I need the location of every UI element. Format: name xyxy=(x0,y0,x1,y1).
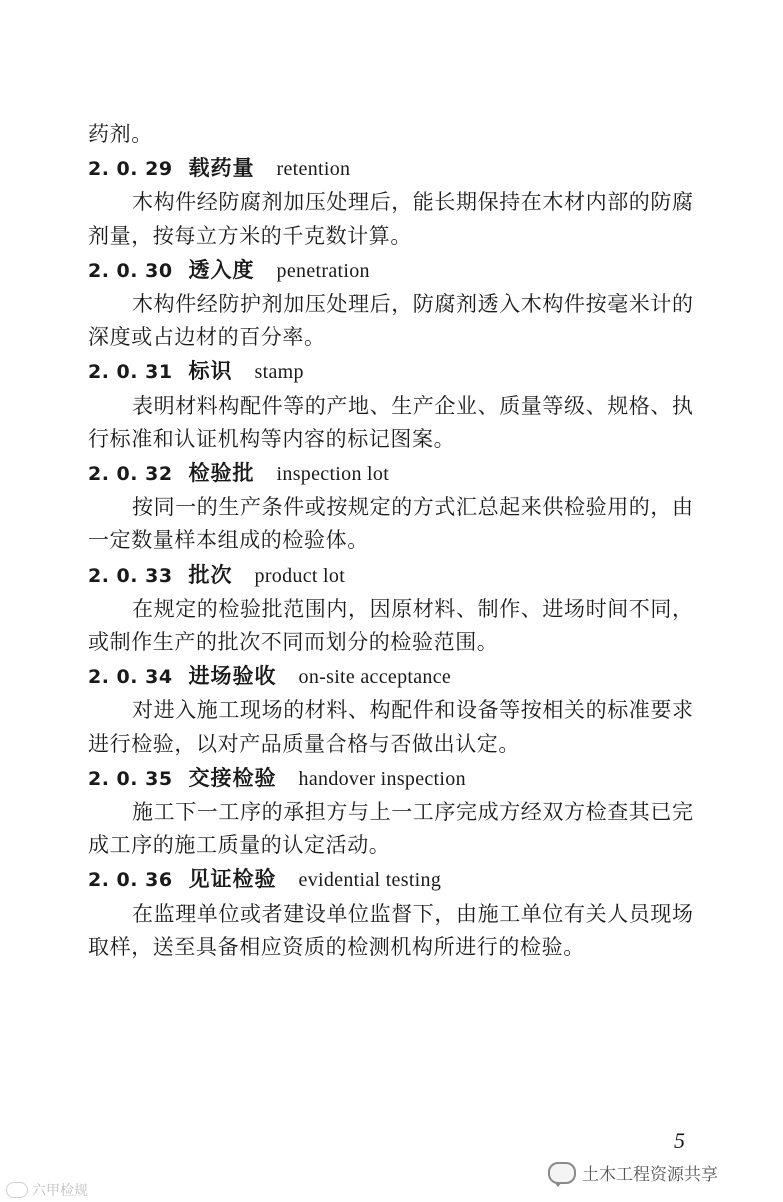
watermark-left xyxy=(6,1180,88,1200)
term-heading xyxy=(88,456,708,491)
watermark-right-text: 土木工程资源共享 xyxy=(582,1165,718,1185)
term-chinese: 标识 xyxy=(188,358,233,384)
term-number: 2. 0. 32 xyxy=(88,463,173,486)
term-number: 2. 0. 31 xyxy=(88,361,173,384)
definition-line: 取样，送至具备相应资质的检测机构所进行的检验。 xyxy=(88,934,585,959)
definition-line: 或制作生产的批次不同而划分的检验范围。 xyxy=(88,630,499,655)
term-chinese: 批次 xyxy=(188,561,233,587)
term-heading xyxy=(88,862,708,897)
definition-line: 行标准和认证机构等内容的标记图案。 xyxy=(88,426,456,451)
definition-line: 一定数量样本组成的检验体。 xyxy=(88,528,369,553)
term-number: 2. 0. 30 xyxy=(88,259,173,282)
term-number: 2. 0. 34 xyxy=(88,666,173,689)
definition-line: 在规定的检验批范围内，因原材料、制作、进场时间不同， xyxy=(132,596,694,621)
wechat-icon xyxy=(548,1162,576,1184)
term-english: on-site acceptance xyxy=(298,666,452,689)
term-heading xyxy=(88,659,708,694)
term-heading xyxy=(88,253,708,288)
definition-line: 成工序的施工质量的认定活动。 xyxy=(88,833,391,858)
term-entry-2-0-34 xyxy=(88,659,708,761)
term-heading xyxy=(88,558,708,593)
term-english: evidential testing xyxy=(298,869,442,892)
term-entry-2-0-36 xyxy=(88,862,708,964)
term-number: 2. 0. 36 xyxy=(88,869,173,892)
term-entry-2-0-31 xyxy=(88,354,708,456)
definition-line: 按同一的生产条件或按规定的方式汇总起来供检验用的，由 xyxy=(132,495,694,520)
continued-text: 药剂。 xyxy=(88,122,153,146)
term-number: 2. 0. 35 xyxy=(88,767,173,790)
term-entry-2-0-29 xyxy=(88,151,708,253)
definition-line: 施工下一工序的承担方与上一工序完成方经双方检查其已完 xyxy=(132,800,694,825)
document-body xyxy=(88,118,708,964)
watermark-left-text: 六甲检规 xyxy=(32,1183,88,1199)
term-chinese: 交接检验 xyxy=(188,764,277,790)
term-english: inspection lot xyxy=(276,463,390,486)
term-english: retention xyxy=(276,158,351,181)
term-chinese: 检验批 xyxy=(188,460,255,486)
term-chinese: 进场验收 xyxy=(188,663,277,689)
definition-line: 进行检验，以对产品质量合格与否做出认定。 xyxy=(88,731,520,756)
definition-line: 对进入施工现场的材料、构配件和设备等按相关的标准要求 xyxy=(132,698,694,723)
definition-line: 木构件经防护剂加压处理后，防腐剂透入木构件按毫米计的 xyxy=(132,292,694,317)
term-english: stamp xyxy=(254,361,304,384)
definition-line: 在监理单位或者建设单位监督下，由施工单位有关人员现场 xyxy=(132,901,694,926)
term-chinese: 透入度 xyxy=(188,256,255,282)
term-chinese: 见证检验 xyxy=(188,866,277,892)
term-english: product lot xyxy=(254,564,346,587)
definition-line: 木构件经防腐剂加压处理后，能长期保持在木材内部的防腐 xyxy=(132,190,694,215)
term-heading xyxy=(88,151,708,186)
definition-line: 深度或占边材的百分率。 xyxy=(88,325,326,350)
term-english: penetration xyxy=(276,259,370,282)
page-number: 5 xyxy=(674,1128,685,1153)
chat-bubble-icon xyxy=(6,1182,28,1198)
term-chinese: 载药量 xyxy=(188,155,255,181)
watermark-right xyxy=(548,1160,718,1185)
term-heading xyxy=(88,761,708,796)
term-entry-2-0-33 xyxy=(88,558,708,660)
term-entry-2-0-32 xyxy=(88,456,708,558)
definition-line: 表明材料构配件等的产地、生产企业、质量等级、规格、执 xyxy=(132,393,694,418)
definition-line: 剂量，按每立方米的千克数计算。 xyxy=(88,223,412,248)
term-number: 2. 0. 33 xyxy=(88,564,173,587)
term-english: handover inspection xyxy=(298,767,466,790)
term-number: 2. 0. 29 xyxy=(88,158,173,181)
term-heading xyxy=(88,354,708,389)
term-entry-2-0-35 xyxy=(88,761,708,863)
term-entry-2-0-30 xyxy=(88,253,708,355)
